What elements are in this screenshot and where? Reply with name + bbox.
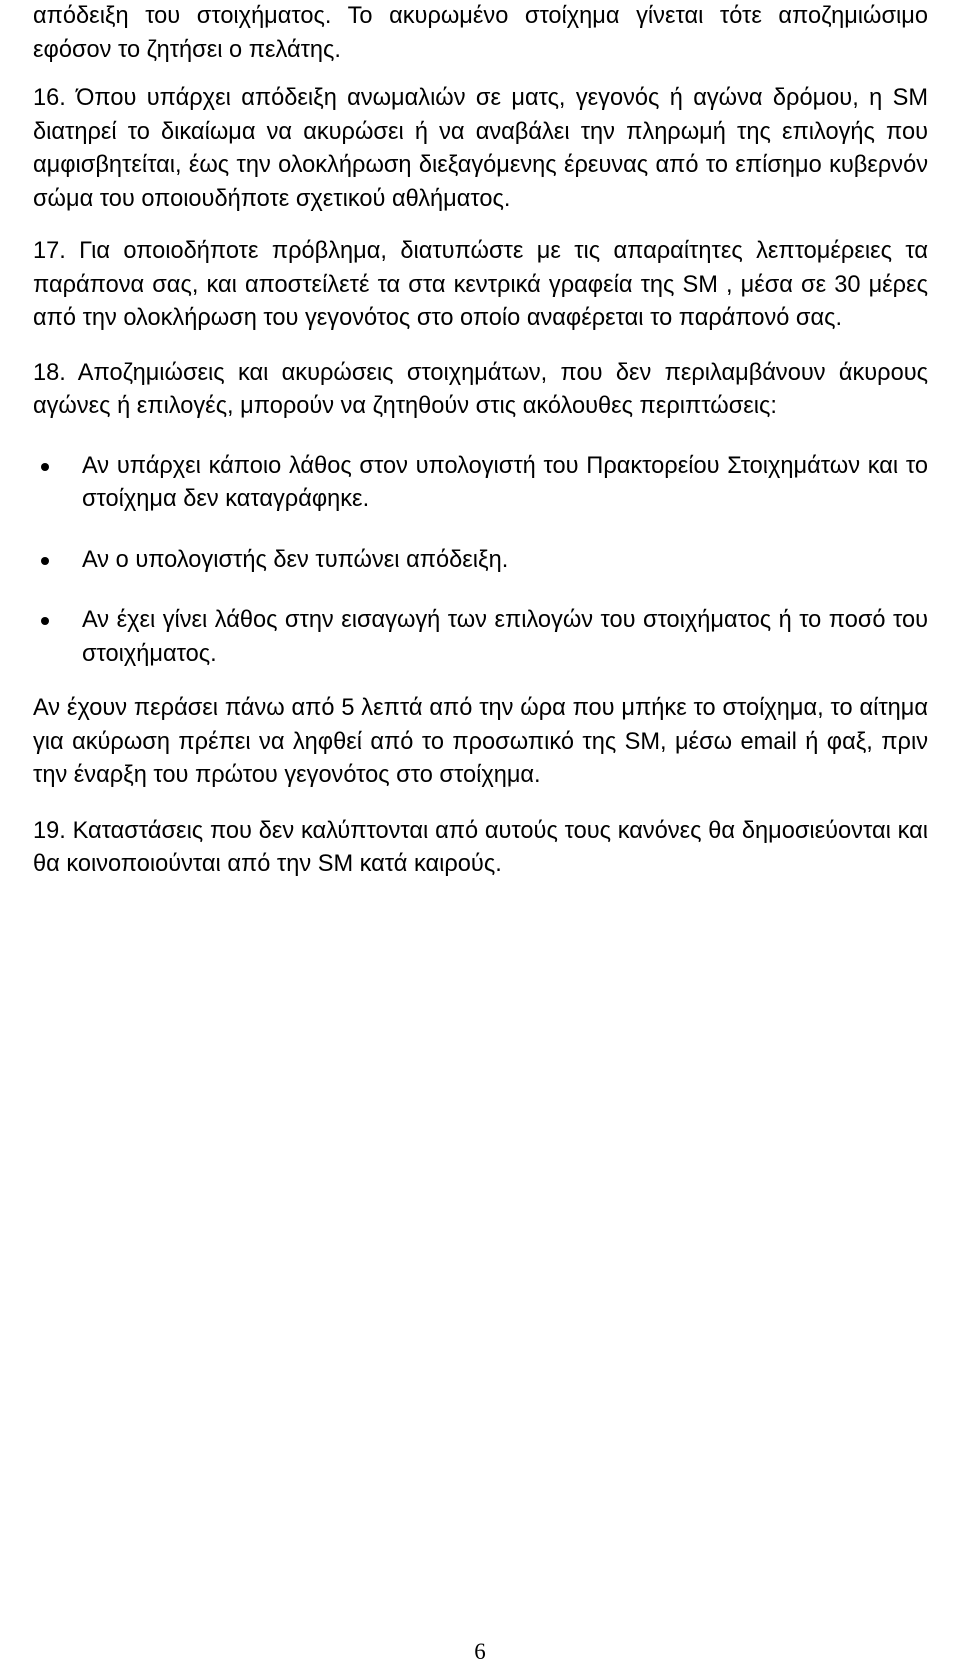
page-number: 6: [474, 1639, 486, 1664]
bullet-item: [33, 604, 928, 671]
bullet-dot-icon: [41, 557, 49, 565]
bullet-item: [33, 450, 928, 517]
paragraph-continuation: απόδειξη του στοιχήματος. Το ακυρωμένο στοίχημα γίνεται τότε αποζημιώσιμο εφόσον το ζητήσει ο πελάτης.: [33, 3, 928, 63]
paragraph-17: 17. Για οποιοδήποτε πρόβλημα, διατυπώστε με τις απαραίτητες λεπτομέρειες τα παράπονα σας, και αποστείλετέ τα στα κεντρικά γραφεία της SM , μέσα σε 30 μέρες από την ολοκλήρωση του γεγονότος στο οποίο αναφέρεται το παράπονό σας.: [33, 238, 928, 331]
paragraph-16: 16. Όπου υπάρχει απόδειξη ανωμαλιών σε ματς, γεγονός ή αγώνα δρόμου, η SM διατηρεί το δικαίωμα να ακυρώσει ή να αναβάλει την πληρωμή της επιλογής που αμφισβητείται, έως την ολοκλήρωση διεξαγόμενης έρευνας από το επίσημο κυβερνόν σώμα του οποιουδήποτε σχετικού αθλήματος.: [33, 85, 928, 212]
bullet-text: Αν έχει γίνει λάθος στην εισαγωγή των επιλογών του στοιχήματος ή το ποσό του στοιχήματος.: [82, 607, 928, 667]
bullet-text: Αν ο υπολογιστής δεν τυπώνει απόδειξη.: [82, 546, 509, 573]
bullet-dot-icon: [41, 617, 49, 625]
paragraph-19: 19. Καταστάσεις που δεν καλύπτονται από αυτούς τους κανόνες θα δημοσιεύονται και θα κοινοποιούνται από την SM κατά καιρούς.: [33, 817, 928, 877]
paragraph-18: 18. Αποζημιώσεις και ακυρώσεις στοιχημάτων, που δεν περιλαμβάνουν άκυρους αγώνες ή επιλογές, μπορούν να ζητηθούν στις ακόλουθες περιπτώσεις:: [33, 359, 928, 419]
bullet-dot-icon: [41, 463, 49, 471]
paragraph-after-bullets: Αν έχουν περάσει πάνω από 5 λεπτά από την ώρα που μπήκε το στοίχημα, το αίτημα για ακύρωση πρέπει να ληφθεί από το προσωπικό της SM, μέσω email ή φαξ, πριν την έναρξη του πρώτου γεγονότος στο στοίχημα.: [33, 695, 928, 788]
document-page: [33, 0, 928, 882]
bullet-text: Αν υπάρχει κάποιο λάθος στον υπολογιστή του Πρακτορείου Στοιχημάτων και το στοίχημα δεν καταγράφηκε.: [82, 452, 928, 512]
bullet-item: [33, 544, 928, 578]
bullet-list: [33, 450, 928, 672]
